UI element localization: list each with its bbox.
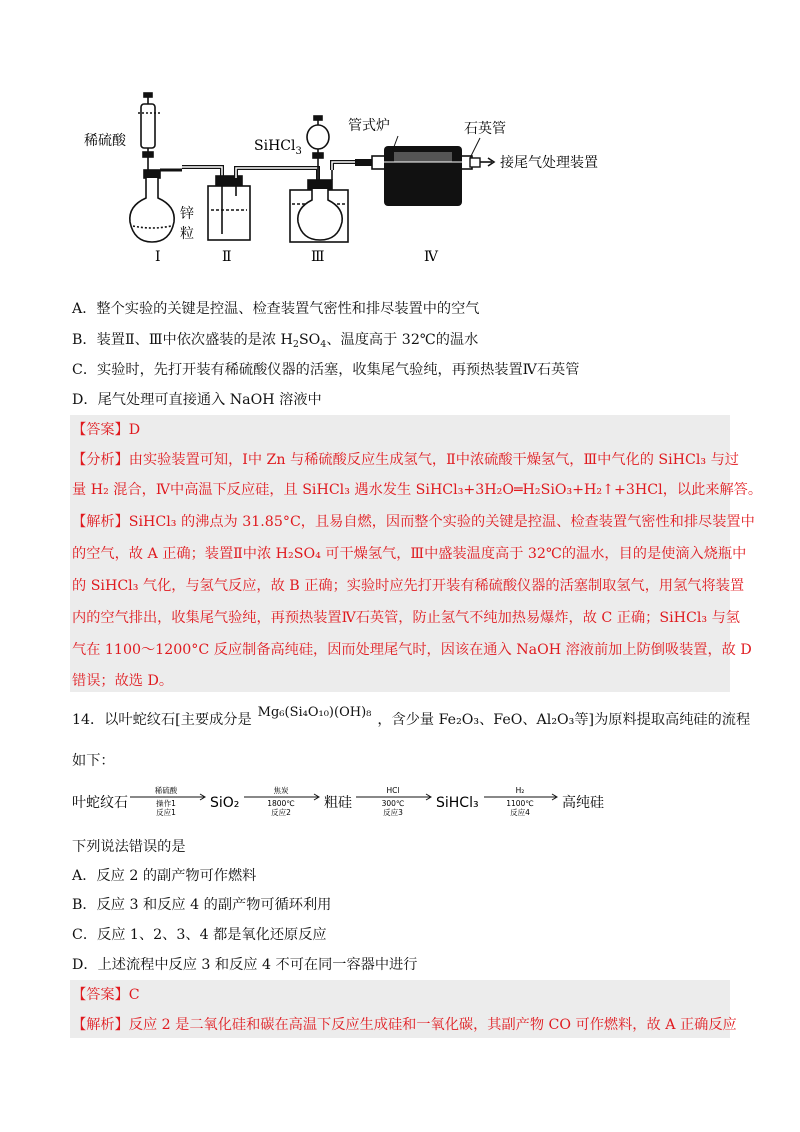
q14-option-b: B．反应 3 和反应 4 的副产物可循环利用 xyxy=(72,897,332,913)
label-ii: Ⅱ xyxy=(222,249,232,265)
dropping-funnel-3 xyxy=(307,116,329,180)
q13-answer: 【答案】D xyxy=(72,422,141,438)
flow-arrow-1-bottom1: 操作1 xyxy=(156,799,176,808)
flow-arrow-3-top: HCl xyxy=(386,786,400,795)
flow-node-sio2: SiO₂ xyxy=(210,795,240,811)
flow-node-crude-silicon: 粗硅 xyxy=(324,795,352,811)
flask-3-water-bath xyxy=(290,170,348,242)
q13-explain-line-5: 气在 1100～1200°C 反应制备高纯硅，因而处理尾气时，因该在通入 NaOH 溶液前加上防倒吸装置，故 D xyxy=(72,642,752,658)
label-i: Ⅰ xyxy=(155,249,161,265)
q13-explain-line-3: 的 SiHCl₃ 气化，与氢气反应，故 B 正确；实验时应先打开装有稀硫酸仪器的活塞制取氢气，用氢气将装置 xyxy=(72,578,745,594)
flow-arrow-1-top: 稀硫酸 xyxy=(154,786,178,795)
flow-arrow-4-top: H₂ xyxy=(515,786,525,795)
zinc-label-1: 锌 xyxy=(180,206,194,222)
q13-explain-line-4: 内的空气排出，收集尾气验纯，再预热装置Ⅳ石英管，防止氢气不纯加热易爆炸，故 C 正确；SiHCl₃ 与氢 xyxy=(72,610,740,626)
q13-analysis-line-1: 【分析】由实验装置可知，Ⅰ中 Zn 与稀硫酸反应生成氢气，Ⅱ中浓硫酸干燥氢气，Ⅲ中气化的 SiHCl₃ 与过 xyxy=(72,452,739,468)
acid-label: 稀硫酸 xyxy=(84,133,126,149)
q14-option-a: A．反应 2 的副产物可作燃料 xyxy=(72,868,257,884)
label-iii: Ⅲ xyxy=(311,249,325,265)
flow-arrow-4-bottom2: 反应4 xyxy=(510,808,530,817)
flask-1 xyxy=(130,170,182,242)
dropping-funnel-1 xyxy=(138,93,160,178)
furnace-label: 管式炉 xyxy=(348,118,390,134)
q13-option-c: C．实验时，先打开装有稀硫酸仪器的活塞，收集尾气验纯，再预热装置Ⅳ石英管 xyxy=(72,362,580,378)
flow-arrow-4-bottom1: 1100℃ xyxy=(506,799,534,808)
q14-option-d: D．上述流程中反应 3 和反应 4 不可在同一容器中进行 xyxy=(72,957,418,973)
flow-arrow-1-bottom2: 反应1 xyxy=(156,808,176,817)
sihcl3-label: SiHCl$_3$ xyxy=(254,138,302,157)
q14-answer: 【答案】C xyxy=(72,987,140,1003)
exhaust-label: 接尾气处理装置 xyxy=(500,155,598,171)
q14-question: 下列说法错误的是 xyxy=(72,839,186,855)
q14-option-c: C．反应 1、2、3、4 都是氧化还原反应 xyxy=(72,927,327,943)
flow-arrow-2-top: 焦炭 xyxy=(273,786,289,795)
flow-arrow-2-bottom1: 1800℃ xyxy=(267,799,295,808)
q14-formula: Mg₆(Si₄O₁₀)(OH)₈ xyxy=(257,705,372,720)
flow-arrow-2-bottom2: 反应2 xyxy=(271,808,291,817)
quartz-tube-label: 石英管 xyxy=(464,121,506,137)
q14-stem-line-2: 如下： xyxy=(72,753,115,769)
q13-explain-line-2: 的空气，故 A 正确；装置Ⅱ中浓 H₂SO₄ 可干燥氢气，Ⅲ中盛装温度高于 32℃的温水，目的是使滴入烧瓶中 xyxy=(72,546,747,562)
q13-option-a: A．整个实验的关键是控温、检查装置气密性和排尽装置中的空气 xyxy=(72,301,480,317)
wash-bottle-2 xyxy=(208,176,250,240)
flow-arrow-3-bottom2: 反应3 xyxy=(383,808,403,817)
process-flow-diagram xyxy=(70,780,630,824)
flow-arrow-3-bottom1: 300℃ xyxy=(381,799,405,808)
tube-furnace xyxy=(372,136,494,206)
flow-node-serpentine: 叶蛇纹石 xyxy=(72,795,128,811)
q13-option-d: D．尾气处理可直接通入 NaOH 溶液中 xyxy=(72,392,322,408)
q13-explain-line-6: 错误；故选 D。 xyxy=(72,673,174,689)
q14-explain-line-1: 【解析】反应 2 是二氧化硅和碳在高温下反应生成硅和一氧化碳，其副产物 CO 可作燃料，故 A 正确反应 xyxy=(72,1017,737,1033)
flow-node-pure-silicon: 高纯硅 xyxy=(562,795,604,811)
label-iv: Ⅳ xyxy=(424,249,438,265)
q13-explain-line-1: 【解析】SiHCl₃ 的沸点为 31.85°C，且易自燃，因而整个实验的关键是控温、检查装置气密性和排尽装置中 xyxy=(72,514,755,530)
q14-stem: 14．以叶蛇纹石[主要成分是 Mg₆(Si₄O₁₀)(OH)₈ ，含少量 Fe₂O₃、FeO、Al₂O₃等]为原料提取高纯硅的流程 xyxy=(72,705,751,728)
apparatus-figure xyxy=(70,88,630,268)
zinc-label-2: 粒 xyxy=(180,226,194,242)
q13-option-b: B．装置Ⅱ、Ⅲ中依次盛装的是浓 $H_2SO_4$、温度高于 32℃的温水 xyxy=(72,332,479,350)
flow-node-sihcl3: SiHCl₃ xyxy=(436,795,479,811)
q13-analysis-line-2: 量 H₂ 混合，Ⅳ中高温下反应硅，且 SiHCl₃ 遇水发生 SiHCl₃+3H₂O═H₂SiO₃+H₂↑+3HCl，以此来解答。 xyxy=(72,482,763,498)
